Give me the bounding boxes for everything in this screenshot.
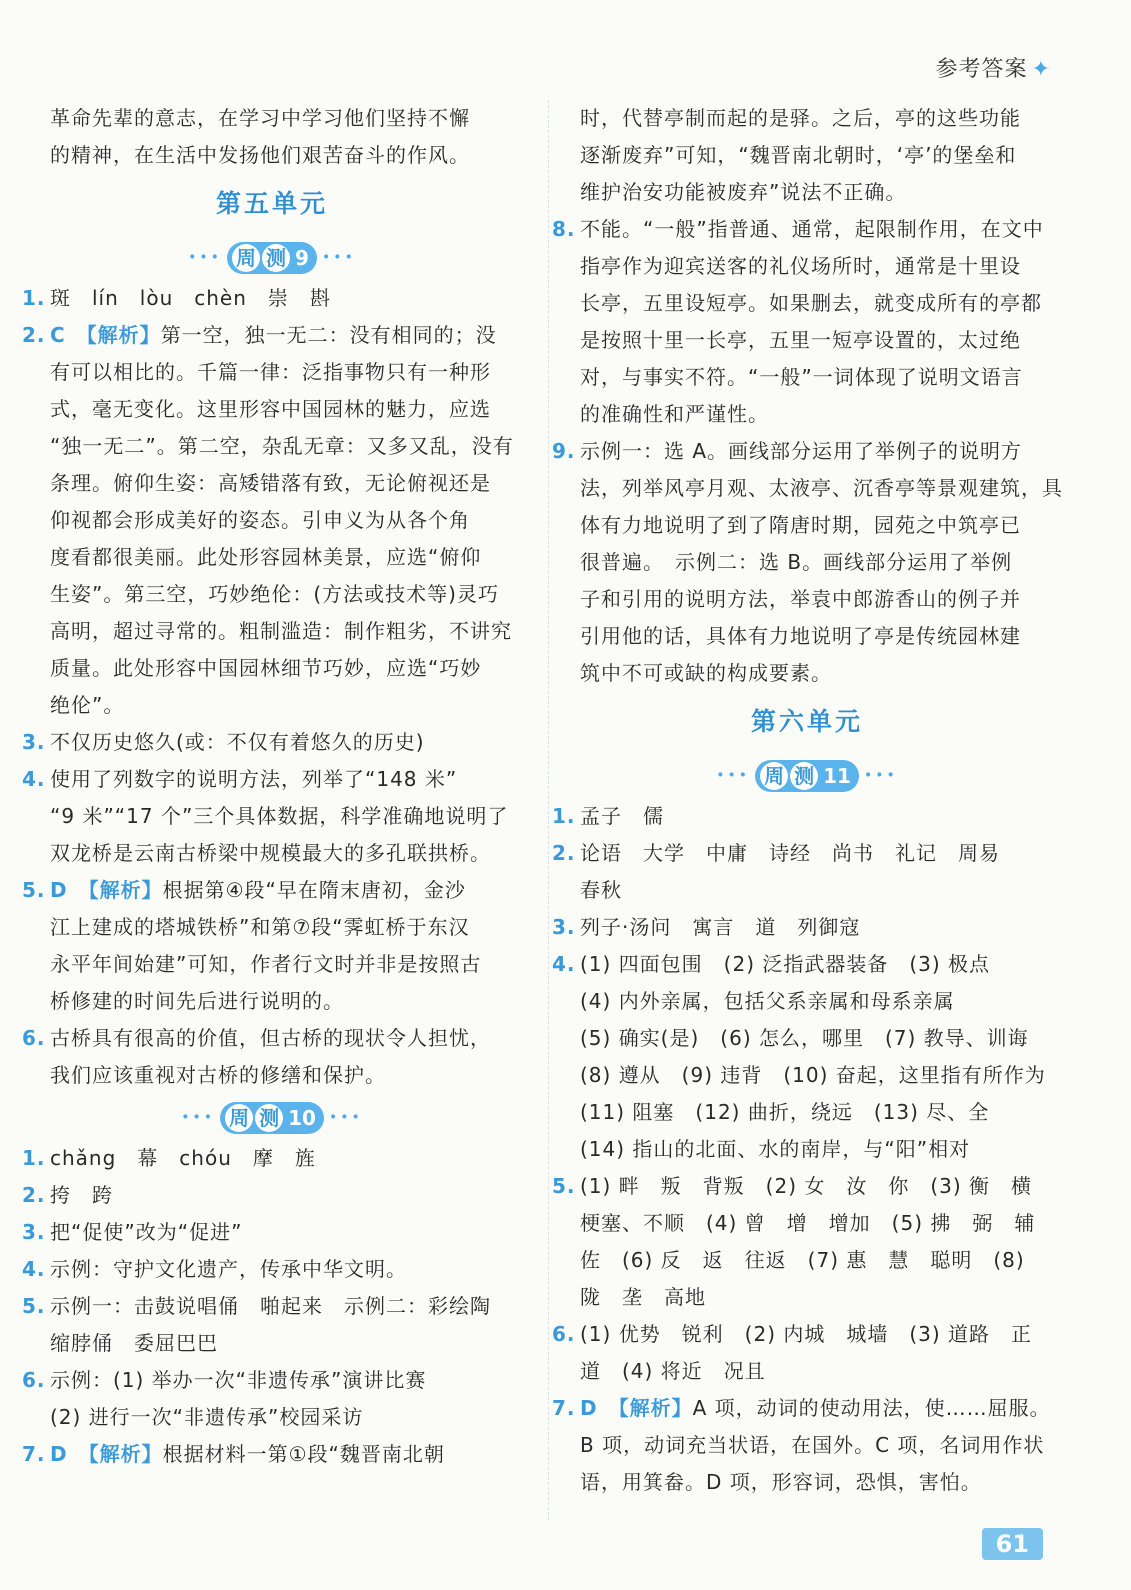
answer-line <box>552 1242 1062 1279</box>
answer-text: 逐渐废弃”可知，“魏晋南北朝时，‘亭’的堡垒和 <box>580 143 1017 167</box>
answer-line <box>22 761 522 798</box>
right-column <box>552 100 1062 1501</box>
answer-text: 度看都很美丽。此处形容园林美景，应选“俯仰 <box>50 545 482 569</box>
answer-text: 示例：守护文化遗产，传承中华文明。 <box>50 1257 407 1281</box>
answer-line <box>552 835 1062 872</box>
answer-text: 式，毫无变化。这里形容中国园林的魅力，应选 <box>50 397 491 421</box>
left-column <box>22 100 522 1473</box>
answer-text: 列子·汤问 寓言 道 列御寇 <box>580 915 861 939</box>
answer-line <box>552 544 1062 581</box>
answer-line <box>22 465 522 502</box>
question-number: 5. <box>552 1174 576 1198</box>
question-number: 2. <box>22 323 46 347</box>
unit-title-5: 第五单元 <box>215 189 328 218</box>
question-number: 8. <box>552 217 576 241</box>
answer-text: 陇 垄 高地 <box>580 1285 706 1309</box>
answer-text: 不能。“一般”指普通、通常，起限制作用，在文中 <box>580 217 1044 241</box>
answer-text: 第一空，独一无二：没有相同的；没 <box>160 323 497 347</box>
answer-line <box>22 1214 522 1251</box>
question-number: 3. <box>552 915 576 939</box>
answer-line <box>552 1427 1062 1464</box>
answer-line <box>552 1205 1062 1242</box>
question-number: 6. <box>22 1368 46 1392</box>
answer-line <box>22 909 522 946</box>
answer-text: 根据第④段“早在隋末唐初，金沙 <box>162 878 466 902</box>
answer-text: 的准确性和严谨性。 <box>580 402 769 426</box>
answer-line <box>22 613 522 650</box>
answer-line <box>22 1436 522 1473</box>
answer-text: 示例一：选 A。画线部分运用了举例子的说明方 <box>580 439 1023 463</box>
answer-text: 道 (4) 将近 况且 <box>580 1359 766 1383</box>
answer-text: 高明，超过寻常的。粗制滥造：制作粗劣，不讲究 <box>50 619 512 643</box>
answer-line <box>552 1057 1062 1094</box>
answer-line <box>552 322 1062 359</box>
answer-line <box>22 872 522 909</box>
answer-text: 江上建成的塔城铁桥”和第⑦段“霁虹桥于东汉 <box>50 915 470 939</box>
question-number: 9. <box>552 439 576 463</box>
question-number: 7. <box>22 1442 46 1466</box>
answer-line <box>22 983 522 1020</box>
answer-line <box>552 1353 1062 1390</box>
answer-text: 条理。俯仰生姿：高矮错落有致，无论俯视还是 <box>50 471 491 495</box>
answer-text: 佐 (6) 反 返 往返 (7) 惠 慧 聪明 (8) <box>580 1248 1025 1272</box>
answer-text: A 项，动词的使动用法，使……屈服。 <box>692 1396 1051 1420</box>
answer-text: 法，列举风亭月观、太液亭、沉香亭等景观建筑，具 <box>580 476 1063 500</box>
answer-line <box>22 317 522 354</box>
answer-text: 指亭作为迎宾送客的礼仪场所时，通常是十里设 <box>580 254 1021 278</box>
answer-key: D 【解析】 <box>50 1442 163 1466</box>
answer-text: B 项，动词充当状语，在国外。C 项，名词用作状 <box>580 1433 1045 1457</box>
question-number: 6. <box>552 1322 576 1346</box>
answer-line <box>552 798 1062 835</box>
answer-text: 时，代替亭制而起的是驿。之后，亭的这些功能 <box>580 106 1021 130</box>
answer-line <box>22 1362 522 1399</box>
week-test-11-label: ••• 周 测 11 ••• <box>552 752 1062 798</box>
answer-text: 把“促使”改为“促进” <box>50 1220 243 1244</box>
sparkle-icon: ✦ <box>1031 57 1051 82</box>
answer-text: 示例一：击鼓说唱俑 啪起来 示例二：彩绘陶 <box>50 1294 491 1318</box>
question-number: 1. <box>22 1146 46 1170</box>
answer-line <box>22 1399 522 1436</box>
answer-line <box>552 1464 1062 1501</box>
answer-text: 引用他的话，具体有力地说明了亭是传统园林建 <box>580 624 1021 648</box>
answer-line <box>552 1094 1062 1131</box>
answer-line <box>552 581 1062 618</box>
answer-text: 是按照十里一长亭，五里一短亭设置的，太过绝 <box>580 328 1021 352</box>
answer-text: 长亭，五里设短亭。如果删去，就变成所有的亭都 <box>580 291 1042 315</box>
answer-line <box>22 1288 522 1325</box>
page-number: 61 <box>982 1528 1043 1560</box>
question-number: 4. <box>22 767 46 791</box>
answer-text: (14) 指山的北面、水的南岸，与“阳”相对 <box>580 1137 971 1161</box>
answer-line <box>552 655 1062 692</box>
answer-text: 春秋 <box>580 878 622 902</box>
answer-line <box>22 1020 522 1057</box>
answer-line <box>552 248 1062 285</box>
answer-line <box>552 983 1062 1020</box>
answer-text: 挎 跨 <box>50 1183 113 1207</box>
question-number: 1. <box>22 286 46 310</box>
answer-line <box>22 724 522 761</box>
answer-text: chǎng 幕 chóu 摩 旌 <box>50 1146 316 1170</box>
answer-text: 桥修建的时间先后进行说明的。 <box>50 989 344 1013</box>
continued-answers <box>552 100 1062 692</box>
answer-line <box>552 1316 1062 1353</box>
answer-text: (2) 进行一次“非遗传承”校园采访 <box>50 1405 364 1429</box>
intro-text <box>22 100 522 174</box>
answer-text: 论语 大学 中庸 诗经 尚书 礼记 周易 <box>580 841 1000 865</box>
answer-line <box>552 872 1062 909</box>
answer-text: 双龙桥是云南古桥梁中规模最大的多孔联拱桥。 <box>50 841 491 865</box>
answer-line <box>552 137 1062 174</box>
answer-line <box>552 359 1062 396</box>
answer-line <box>22 946 522 983</box>
answer-text: 永平年间始建”可知，作者行文时并非是按照古 <box>50 952 482 976</box>
question-number: 7. <box>552 1396 576 1420</box>
answer-text: 我们应该重视对古桥的修缮和保护。 <box>50 1063 386 1087</box>
answer-text: 斑 lín lòu chèn 崇 斟 <box>50 286 331 310</box>
answer-line <box>22 1325 522 1362</box>
answer-text: 缩脖俑 委屈巴巴 <box>50 1331 218 1355</box>
answer-line <box>552 946 1062 983</box>
answer-line <box>22 428 522 465</box>
answer-text: 质量。此处形容中国园林细节巧妙，应选“巧妙 <box>50 656 482 680</box>
answer-line <box>22 1057 522 1094</box>
answer-text: 根据材料一第①段“魏晋南北朝 <box>162 1442 445 1466</box>
answer-line <box>552 618 1062 655</box>
answer-line <box>22 391 522 428</box>
answer-line <box>22 502 522 539</box>
answer-text: 很普遍。 示例二：选 B。画线部分运用了举例 <box>580 550 1013 574</box>
answer-line <box>552 1131 1062 1168</box>
answer-line <box>22 798 522 835</box>
question-number: 2. <box>22 1183 46 1207</box>
answer-line <box>552 1390 1062 1427</box>
answer-text: 体有力地说明了到了隋唐时期，园苑之中筑亭已 <box>580 513 1021 537</box>
answer-text: (11) 阻塞 (12) 曲折，绕远 (13) 尽、全 <box>580 1100 990 1124</box>
answer-line <box>552 1168 1062 1205</box>
answer-line <box>552 211 1062 248</box>
column-divider <box>548 100 549 1520</box>
answer-text: 筑中不可或缺的构成要素。 <box>580 661 832 685</box>
answer-text: 孟子 儒 <box>580 804 664 828</box>
answer-key: D 【解析】 <box>580 1396 693 1420</box>
answer-line <box>22 835 522 872</box>
answer-text: 子和引用的说明方法，举袁中郎游香山的例子并 <box>580 587 1021 611</box>
answer-line <box>22 280 522 317</box>
question-number: 5. <box>22 1294 46 1318</box>
answer-text: (8) 遵从 (9) 违背 (10) 奋起，这里指有所作为 <box>580 1063 1046 1087</box>
answer-text: 示例：(1) 举办一次“非遗传承”演讲比赛 <box>50 1368 427 1392</box>
question-number: 1. <box>552 804 576 828</box>
answer-line <box>552 1020 1062 1057</box>
answer-text: 生姿”。第三空，巧妙绝伦：(方法或技术等)灵巧 <box>50 582 499 606</box>
answer-key: C 【解析】 <box>50 323 161 347</box>
question-number: 6. <box>22 1026 46 1050</box>
question-number: 4. <box>22 1257 46 1281</box>
answer-line <box>552 470 1062 507</box>
answer-text: 仰视都会形成美好的姿态。引申义为从各个角 <box>50 508 470 532</box>
answer-line <box>552 100 1062 137</box>
unit-title-6: 第六单元 <box>750 707 863 736</box>
answer-key: D 【解析】 <box>50 878 163 902</box>
question-number: 5. <box>22 878 46 902</box>
answer-line <box>552 507 1062 544</box>
question-number: 3. <box>22 1220 46 1244</box>
answer-line <box>552 1279 1062 1316</box>
week-test-9-label: ••• 周 测 9 ••• <box>22 234 522 280</box>
answer-line <box>22 687 522 724</box>
question-number: 2. <box>552 841 576 865</box>
answer-line <box>552 433 1062 470</box>
answer-line: 的精神，在生活中发扬他们艰苦奋斗的作风。 <box>50 143 470 167</box>
answer-line <box>22 1177 522 1214</box>
week-test-10-label: ••• 周 测 10 ••• <box>22 1094 522 1140</box>
answer-line <box>22 1251 522 1288</box>
question-number: 3. <box>22 730 46 754</box>
answer-line: 革命先辈的意志，在学习中学习他们坚持不懈 <box>50 106 470 130</box>
week-test-9-answers <box>22 280 522 1094</box>
answer-text: (1) 畔 叛 背叛 (2) 女 汝 你 (3) 衡 横 <box>580 1174 1033 1198</box>
answer-text: 对，与事实不符。“一般”一词体现了说明文语言 <box>580 365 1023 389</box>
answer-text: 古桥具有很高的价值，但古桥的现状令人担忧， <box>50 1026 491 1050</box>
answer-text: (4) 内外亲属，包括父系亲属和母系亲属 <box>580 989 955 1013</box>
answer-text: 不仅历史悠久(或：不仅有着悠久的历史) <box>50 730 425 754</box>
answer-text: 梗塞、不顺 (4) 曾 增 增加 (5) 拂 弼 辅 <box>580 1211 1036 1235</box>
answer-text: 使用了列数字的说明方法，列举了“148 米” <box>50 767 458 791</box>
answer-text: 有可以相比的。千篇一律：泛指事物只有一种形 <box>50 360 491 384</box>
answer-line <box>22 539 522 576</box>
answer-line <box>552 396 1062 433</box>
answer-text: 语，用箕畚。D 项，形容词，恐惧，害怕。 <box>580 1470 982 1494</box>
answer-line <box>22 576 522 613</box>
answer-line <box>552 909 1062 946</box>
answer-line <box>22 354 522 391</box>
answer-text: 绝伦”。 <box>50 693 125 717</box>
answer-line <box>552 174 1062 211</box>
answer-line <box>552 285 1062 322</box>
answer-text: (1) 优势 锐利 (2) 内城 城墙 (3) 道路 正 <box>580 1322 1033 1346</box>
answer-text: “9 米”“17 个”三个具体数据，科学准确地说明了 <box>50 804 509 828</box>
answer-line <box>22 1140 522 1177</box>
answer-text: (5) 确实(是) (6) 怎么，哪里 (7) 教导、训诲 <box>580 1026 1029 1050</box>
week-test-11-answers <box>552 798 1062 1501</box>
header-title: 参考答案 ✦ <box>935 57 1051 82</box>
answer-text: “独一无二”。第二空，杂乱无章：又多又乱，没有 <box>50 434 514 458</box>
week-test-10-answers <box>22 1140 522 1473</box>
question-number: 4. <box>552 952 576 976</box>
answer-text: 维护治安功能被废弃”说法不正确。 <box>580 180 907 204</box>
answer-text: (1) 四面包围 (2) 泛指武器装备 (3) 极点 <box>580 952 991 976</box>
answer-line <box>22 650 522 687</box>
